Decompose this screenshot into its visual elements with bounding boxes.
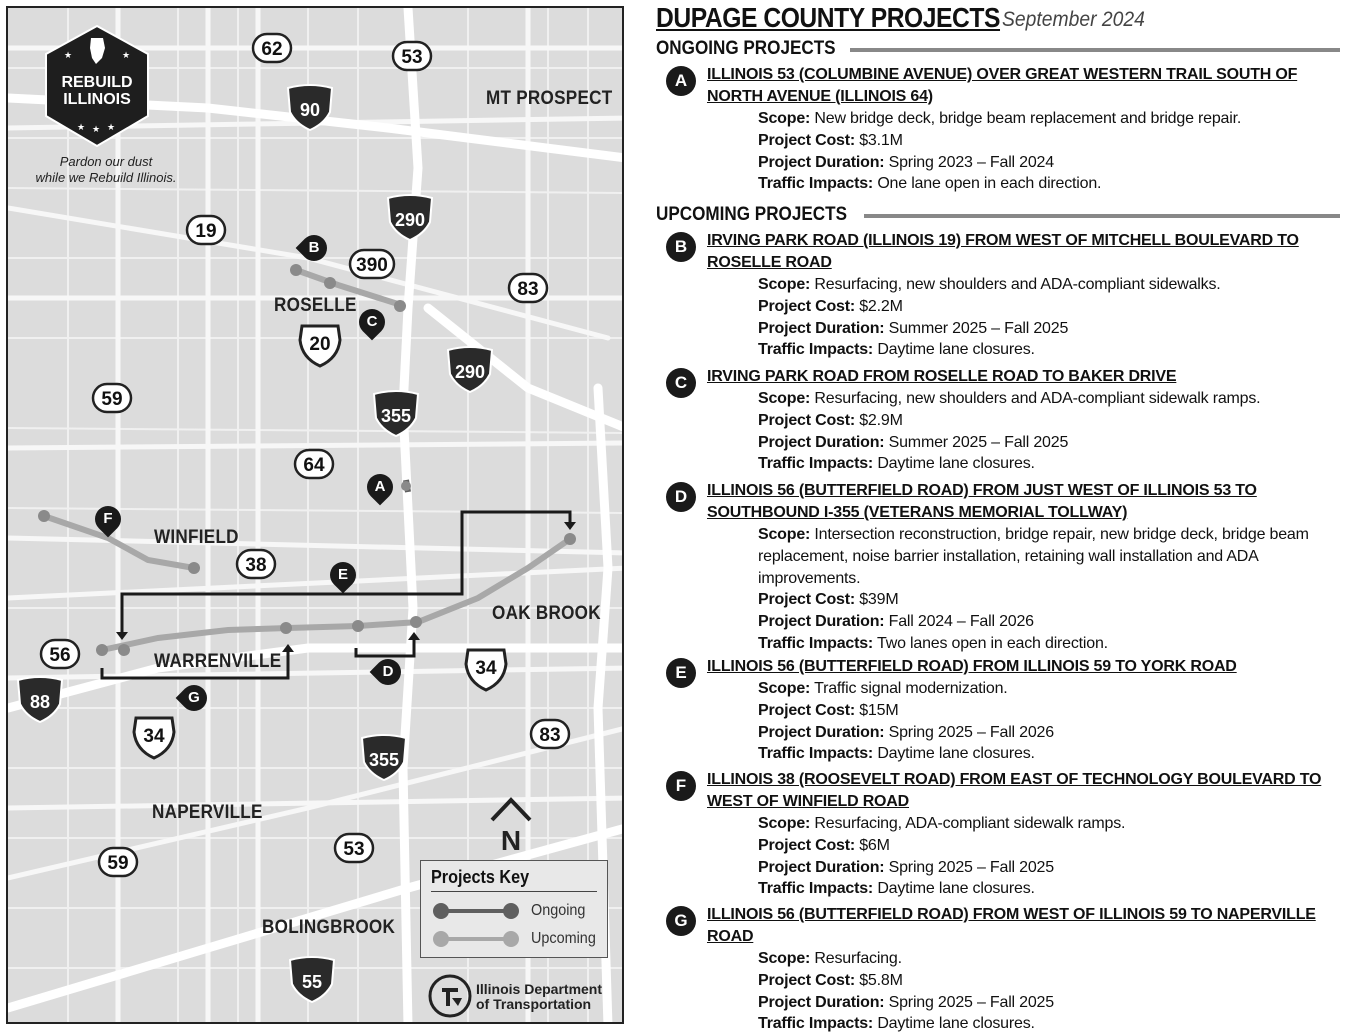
project-scope: Scope: Resurfacing.	[758, 950, 902, 967]
project-title[interactable]: IRVING PARK ROAD FROM ROSELLE ROAD TO BAKER DRIVE	[707, 368, 1177, 385]
project-duration: Project Duration: Fall 2024 – Fall 2026	[758, 613, 1034, 631]
project-marker-e[interactable]: E	[330, 562, 356, 588]
project-title[interactable]: ILLINOIS 56 (BUTTERFIELD ROAD) FROM JUST WEST OF ILLINOIS 53 TO SOUTHBOUND I-355 (VETERANS MEMORIAL TOLLWAY)	[707, 482, 1257, 521]
svg-text:355: 355	[380, 406, 412, 426]
city-label: MT PROSPECT	[486, 88, 613, 109]
project-traffic: Traffic Impacts: Daytime lane closures.	[758, 341, 1035, 359]
logo-tagline	[26, 154, 186, 186]
north-arrow	[486, 792, 536, 862]
project-cost: Project Cost: $3.1M	[758, 131, 903, 149]
idot-line-2: of Transportation	[476, 996, 592, 1012]
svg-text:53: 53	[401, 47, 423, 68]
state-route-shield	[335, 834, 373, 862]
interstate-shield	[374, 391, 418, 436]
project-cost: Project Cost: $5.8M	[758, 971, 903, 989]
state-route-shield	[41, 640, 79, 668]
upcoming-heading: UPCOMING PROJECTS	[656, 204, 847, 225]
project-scope: Scope: Resurfacing, new shoulders and ADA-compliant sidewalk ramps.	[758, 390, 1261, 407]
svg-text:34: 34	[143, 726, 165, 747]
project-duration: Project Duration: Spring 2025 – Fall 2025	[758, 993, 1054, 1011]
project-badge: A	[666, 66, 696, 96]
project-duration: Project Duration: Spring 2025 – Fall 2026	[758, 723, 1054, 741]
project-badge: C	[666, 368, 696, 398]
svg-text:★: ★	[92, 124, 101, 134]
state-route-shield	[99, 848, 137, 876]
title-text: DUPAGE COUNTY PROJECTS	[656, 2, 1001, 33]
project-marker-f[interactable]: F	[95, 506, 121, 532]
project-entry	[666, 230, 1338, 361]
us-route-shield	[300, 326, 340, 366]
project-marker-b[interactable]: B	[301, 235, 327, 261]
interstate-shield	[18, 677, 62, 722]
city-label: OAK BROOK	[492, 603, 601, 624]
project-title[interactable]: IRVING PARK ROAD (ILLINOIS 19) FROM WEST OF MITCHELL BOULEVARD TO ROSELLE ROAD	[707, 232, 1299, 271]
project-entry	[666, 769, 1338, 900]
rebuild-illinois-logo	[42, 24, 152, 148]
state-route-shield	[509, 274, 547, 302]
svg-text:390: 390	[356, 255, 388, 276]
svg-text:★: ★	[77, 122, 86, 132]
interstate-shield	[290, 957, 334, 1002]
svg-text:19: 19	[195, 221, 217, 242]
tagline-line-2: while we Rebuild Illinois.	[35, 170, 177, 185]
project-entry	[666, 656, 1338, 765]
project-list-panel	[650, 0, 1345, 1033]
state-route-shield	[187, 216, 225, 244]
svg-text:38: 38	[245, 555, 267, 576]
svg-text:★: ★	[64, 50, 73, 60]
idot-logo	[426, 972, 616, 1022]
project-entry	[666, 480, 1338, 655]
project-badge: G	[666, 906, 696, 936]
project-traffic: Traffic Impacts: Daytime lane closures.	[758, 745, 1035, 763]
city-label: WARRENVILLE	[154, 651, 282, 672]
project-badge: E	[666, 658, 696, 688]
svg-text:83: 83	[539, 725, 561, 746]
tagline-line-1: Pardon our dust	[59, 154, 153, 169]
page-title	[656, 2, 1047, 34]
project-entry	[666, 904, 1338, 1035]
city-label: WINFIELD	[154, 527, 239, 548]
project-scope: Scope: Resurfacing, new shoulders and ADA-compliant sidewalks.	[758, 276, 1221, 293]
interstate-shield	[448, 347, 492, 392]
title-date: September 2024	[1002, 8, 1145, 31]
project-map	[6, 6, 624, 1024]
project-traffic: Traffic Impacts: One lane open in each direction.	[758, 175, 1102, 193]
project-duration: Project Duration: Summer 2025 – Fall 2025	[758, 433, 1069, 451]
svg-text:290: 290	[454, 362, 486, 382]
city-label: ROSELLE	[274, 295, 357, 316]
us-route-shield	[134, 718, 174, 758]
ongoing-heading: ONGOING PROJECTS	[656, 38, 836, 59]
state-route-shield	[93, 384, 131, 412]
idot-line-1: Illinois Department	[476, 981, 603, 997]
project-scope: Scope: New bridge deck, bridge beam replacement and bridge repair.	[758, 110, 1242, 127]
project-duration: Project Duration: Spring 2025 – Fall 2025	[758, 858, 1054, 876]
us-route-shield	[466, 650, 506, 690]
project-traffic: Traffic Impacts: Daytime lane closures.	[758, 455, 1035, 473]
project-badge: F	[666, 771, 696, 801]
project-traffic: Traffic Impacts: Daytime lane closures.	[758, 1015, 1035, 1033]
state-route-shield	[350, 250, 394, 278]
logo-line-2: ILLINOIS	[63, 91, 131, 108]
key-ongoing: Ongoing	[433, 901, 603, 921]
project-marker-c[interactable]: C	[359, 309, 385, 335]
svg-text:34: 34	[475, 658, 497, 679]
project-cost: Project Cost: $2.2M	[758, 297, 903, 315]
svg-text:53: 53	[343, 839, 365, 860]
svg-text:59: 59	[101, 389, 123, 410]
city-label: NAPERVILLE	[152, 802, 263, 823]
project-duration: Project Duration: Spring 2023 – Fall 2024	[758, 153, 1054, 171]
project-duration: Project Duration: Summer 2025 – Fall 2025	[758, 319, 1069, 337]
project-title[interactable]: ILLINOIS 56 (BUTTERFIELD ROAD) FROM ILLINOIS 59 TO YORK ROAD	[707, 658, 1237, 675]
interstate-shield	[388, 195, 432, 240]
logo-line-1: REBUILD	[61, 74, 133, 91]
project-marker-g[interactable]: G	[181, 685, 207, 711]
project-traffic: Traffic Impacts: Two lanes open in each direction.	[758, 634, 1108, 652]
svg-text:56: 56	[49, 645, 71, 666]
project-scope: Scope: Traffic signal modernization.	[758, 680, 1008, 697]
city-label: BOLINGBROOK	[262, 917, 396, 938]
key-title: Projects Key	[431, 867, 530, 887]
svg-text:290: 290	[394, 210, 426, 230]
state-route-shield	[295, 450, 333, 478]
project-badge: B	[666, 232, 696, 262]
svg-text:★: ★	[122, 50, 131, 60]
key-upcoming: Upcoming	[433, 929, 603, 949]
upcoming-rule	[864, 214, 1340, 218]
state-route-shield	[253, 34, 291, 62]
project-badge: D	[666, 482, 696, 512]
svg-text:83: 83	[517, 279, 539, 300]
project-title[interactable]: ILLINOIS 53 (COLUMBINE AVENUE) OVER GREAT WESTERN TRAIL SOUTH OF NORTH AVENUE (ILLINOIS 64)	[707, 66, 1298, 105]
state-route-shield	[393, 42, 431, 70]
project-cost: Project Cost: $15M	[758, 701, 899, 719]
projects-key	[420, 860, 608, 958]
state-route-shield	[531, 720, 569, 748]
project-scope: Scope: Resurfacing, ADA-compliant sidewalk ramps.	[758, 815, 1126, 832]
svg-text:355: 355	[368, 750, 400, 770]
project-marker-d[interactable]: D	[375, 659, 401, 685]
project-entry	[666, 64, 1338, 195]
ongoing-rule	[850, 48, 1340, 52]
project-entry	[666, 366, 1338, 475]
project-title[interactable]: ILLINOIS 38 (ROOSEVELT ROAD) FROM EAST OF TECHNOLOGY BOULEVARD TO WEST OF WINFIELD ROAD	[707, 771, 1322, 810]
state-route-shield	[237, 550, 275, 578]
svg-text:88: 88	[29, 692, 51, 712]
svg-text:55: 55	[301, 972, 323, 992]
svg-text:20: 20	[309, 334, 331, 355]
svg-text:90: 90	[299, 100, 321, 120]
project-cost: Project Cost: $6M	[758, 836, 890, 854]
svg-text:★: ★	[107, 122, 116, 132]
project-cost: Project Cost: $39M	[758, 591, 899, 609]
project-traffic: Traffic Impacts: Daytime lane closures.	[758, 880, 1035, 898]
project-scope: Scope: Intersection reconstruction, bridge repair, new bridge deck, bridge beam replacement, noise barrier installation, retaining wall installation and ADA improvements.	[758, 526, 1309, 587]
svg-text:64: 64	[303, 455, 325, 476]
svg-text:59: 59	[107, 853, 129, 874]
project-title[interactable]: ILLINOIS 56 (BUTTERFIELD ROAD) FROM WEST OF ILLINOIS 59 TO NAPERVILLE ROAD	[707, 906, 1316, 945]
project-marker-a[interactable]: A	[367, 474, 393, 500]
north-label: N	[500, 825, 522, 856]
project-cost: Project Cost: $2.9M	[758, 411, 903, 429]
svg-text:62: 62	[261, 39, 283, 60]
